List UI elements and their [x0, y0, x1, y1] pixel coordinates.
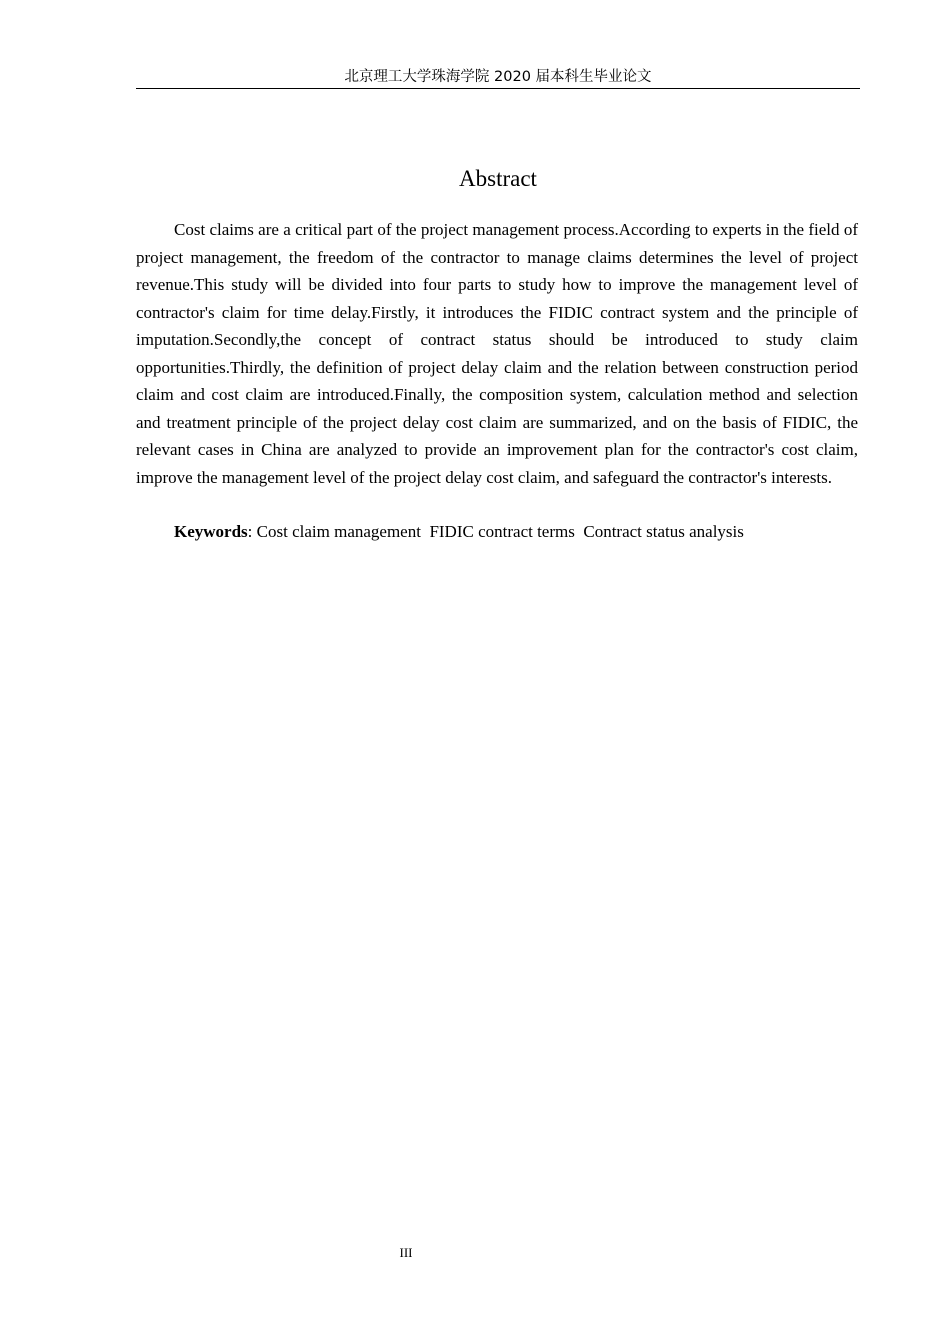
abstract-title: Abstract [459, 166, 537, 191]
running-header-text: 北京理工大学珠海学院 2020 届本科生毕业论文 [344, 69, 652, 85]
keywords-line [136, 518, 858, 546]
abstract-body: Cost claims are a critical part of the project management process.According to experts in the field of project management, the freedom of the contractor to manage claims determines the level of project revenue.This study will be divided into four parts to study how to improve the management level of contractor's claim for time delay.Firstly, it introduces the FIDIC contract system and the principle of imputation.Secondly,the concept of contract status should be introduced to study claim opportunities.Thirdly, the definition of project delay claim and the relation between construction period claim and cost claim are introduced.Finally, the composition system, calculation method and selection and treatment principle of the project delay cost claim are summarized, and on the basis of FIDIC, the relevant cases in China are analyzed to provide an improvement plan for the contractor's cost claim, improve the management level of the project delay cost claim, and safeguard the contractor's interests. [136, 220, 858, 487]
keywords-label: Keywords [174, 522, 248, 541]
running-header [136, 66, 860, 89]
keywords-text: Cost claim management FIDIC contract terms Contract status analysis [256, 522, 744, 541]
page-number: III [399, 1245, 413, 1260]
keywords-separator: : [247, 522, 257, 541]
